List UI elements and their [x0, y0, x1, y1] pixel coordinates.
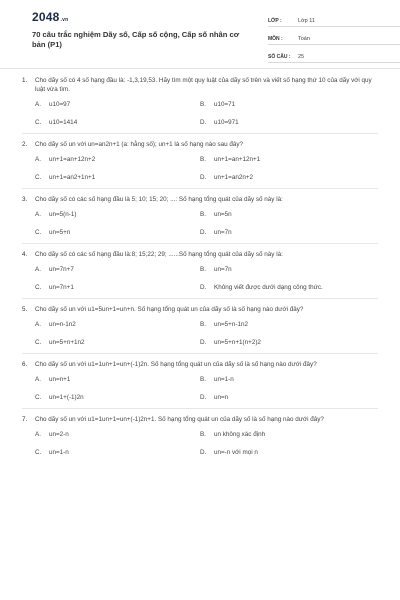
option-text: Không viết được dưới dạng công thức.	[214, 284, 323, 291]
question-number: 1.	[22, 77, 28, 84]
meta-row-subject	[268, 30, 400, 45]
option-letter: B.	[200, 376, 206, 383]
question-text: Cho dãy số un với u1=5un+1=un+n. Số hạng tổng quát un của dãy số là số hạng nào dưới đây?	[35, 306, 304, 313]
option-text: un=n-1n2	[49, 321, 76, 328]
option-text: un=5+n+1(n+2)2	[214, 339, 261, 346]
answer-option-c[interactable]	[22, 118, 200, 127]
option-letter: D.	[200, 174, 207, 181]
answer-option-d[interactable]	[200, 228, 378, 237]
question-item	[22, 353, 378, 408]
option-letter: C.	[35, 394, 42, 401]
option-letter: B.	[200, 321, 206, 328]
option-letter: D.	[200, 119, 207, 126]
logo-suffix: .vn	[60, 17, 69, 23]
option-text: u10=97	[49, 101, 71, 108]
option-letter: B.	[200, 266, 206, 273]
answer-option-a[interactable]	[22, 375, 200, 384]
option-text: un=5(n-1)	[49, 211, 77, 218]
question-number: 7.	[22, 416, 28, 423]
option-letter: B.	[200, 431, 206, 438]
answer-option-c[interactable]	[22, 393, 200, 402]
question-text: Cho dãy số un với u1=1un+1=un+(-1)2n. Số hạng tổng quát un của dãy số là số hạng nào dưới đây?	[35, 361, 317, 368]
question-list	[22, 76, 378, 463]
option-text: un+1=an2+1n+1	[49, 174, 96, 181]
question-text: Cho dãy số có các số hạng đầu là:8; 15;22; 29; ......Số hạng tổng quát của dãy số này là:	[35, 251, 283, 258]
option-letter: A.	[35, 376, 41, 383]
meta-label: MÔN :	[268, 36, 283, 42]
option-text: un không xác định	[214, 431, 266, 438]
option-text: un=7n+7	[49, 266, 74, 273]
option-letter: D.	[200, 394, 207, 401]
answer-option-a[interactable]	[22, 320, 200, 329]
answer-option-a[interactable]	[22, 155, 200, 164]
option-letter: C.	[35, 284, 42, 291]
meta-value: Lớp 11	[298, 18, 315, 24]
question-number: 5.	[22, 306, 28, 313]
option-text: un=5+n	[49, 229, 71, 236]
option-letter: C.	[35, 174, 42, 181]
answer-option-b[interactable]	[200, 430, 378, 439]
meta-row-count	[268, 48, 400, 63]
answer-option-b[interactable]	[200, 265, 378, 274]
option-letter: D.	[200, 229, 207, 236]
answer-option-d[interactable]	[200, 118, 378, 127]
question-text: Cho dãy số có các số hạng đầu là 5; 10; 15; 20; ...: Số hạng tổng quát của dãy số này là:	[35, 196, 283, 203]
meta-row-class	[268, 12, 400, 27]
answer-option-a[interactable]	[22, 265, 200, 274]
option-text: un=5+n-1n2	[214, 321, 248, 328]
answer-option-c[interactable]	[22, 283, 200, 292]
option-text: un=2-n	[49, 431, 69, 438]
option-text: un=1+(-1)2n	[49, 394, 84, 401]
answer-option-d[interactable]	[200, 448, 378, 457]
option-letter: C.	[35, 449, 42, 456]
option-letter: B.	[200, 101, 206, 108]
question-text: Cho dãy số un với u1=1un+1=un+(-1)2n+1. Số hạng tổng quát un của dãy số là số hạng nào dưới đây?	[35, 416, 324, 423]
answer-option-b[interactable]	[200, 375, 378, 384]
option-text: u10=971	[214, 119, 239, 126]
option-letter: A.	[35, 266, 41, 273]
option-text: un=n+1	[49, 376, 71, 383]
page-header	[16, 0, 384, 62]
meta-value: 25	[298, 54, 305, 60]
answer-option-c[interactable]	[22, 228, 200, 237]
option-letter: B.	[200, 211, 206, 218]
answer-option-c[interactable]	[22, 338, 200, 347]
option-text: un=7n	[214, 229, 232, 236]
option-letter: C.	[35, 339, 42, 346]
question-text: Cho dãy số có 4 số hạng đầu là: -1,3,19,53. Hãy tìm một quy luật của dãy số trên và viết số hạng thứ 10 của dãy với quy luật vừa tìm.	[35, 77, 372, 93]
meta-value: Toán	[298, 36, 310, 42]
option-letter: A.	[35, 431, 41, 438]
option-letter: D.	[200, 284, 207, 291]
option-letter: C.	[35, 119, 42, 126]
answer-option-c[interactable]	[22, 173, 200, 182]
option-text: un+1=an+12n+2	[49, 156, 96, 163]
question-number: 2.	[22, 141, 28, 148]
quiz-meta	[268, 12, 400, 66]
answer-option-b[interactable]	[200, 155, 378, 164]
answer-option-a[interactable]	[22, 430, 200, 439]
question-item	[22, 298, 378, 353]
question-text: Cho dãy số un với un=an2n+1 (a: hằng số); un+1 là số hạng nào sau đây?	[35, 141, 244, 148]
option-text: u10=71	[214, 101, 236, 108]
meta-label: SỐ CÂU :	[268, 54, 291, 60]
question-number: 6.	[22, 361, 28, 368]
logo-main: 2048	[32, 10, 60, 24]
meta-label: LỚP :	[268, 18, 282, 24]
option-letter: A.	[35, 156, 41, 163]
answer-option-b[interactable]	[200, 100, 378, 109]
option-text: un=7n+1	[49, 284, 74, 291]
option-letter: B.	[200, 156, 206, 163]
option-text: un=-n với mọi n	[214, 449, 258, 456]
option-text: un=1-n	[214, 376, 234, 383]
option-letter: D.	[200, 449, 207, 456]
answer-option-d[interactable]	[200, 393, 378, 402]
option-letter: D.	[200, 339, 207, 346]
option-letter: A.	[35, 211, 41, 218]
answer-option-b[interactable]	[200, 320, 378, 329]
question-item	[22, 243, 378, 298]
site-logo[interactable]	[32, 10, 68, 24]
option-letter: C.	[35, 229, 42, 236]
answer-option-a[interactable]	[22, 210, 200, 219]
option-text: un=1-n	[49, 449, 69, 456]
answer-option-d[interactable]	[200, 283, 378, 292]
question-item	[22, 408, 378, 463]
question-number: 4.	[22, 251, 28, 258]
question-item	[22, 188, 378, 243]
answer-option-c[interactable]	[22, 448, 200, 457]
question-number: 3.	[22, 196, 28, 203]
answer-option-d[interactable]	[200, 173, 378, 182]
option-text: un+1=an+12n+1	[214, 156, 261, 163]
page-title: 70 câu trắc nghiệm Dãy số, Cấp số cộng, Cấp số nhân cơ bản (P1)	[32, 30, 240, 49]
question-item	[22, 133, 378, 188]
option-letter: A.	[35, 101, 41, 108]
option-text: un=7n	[214, 266, 232, 273]
option-text: un=5+n+1n2	[49, 339, 85, 346]
option-text: u10=1414	[49, 119, 78, 126]
header-divider	[0, 68, 400, 69]
answer-option-b[interactable]	[200, 210, 378, 219]
option-text: un+1=an2n+2	[214, 174, 254, 181]
answer-option-a[interactable]	[22, 100, 200, 109]
option-text: un=5n	[214, 211, 232, 218]
option-letter: A.	[35, 321, 41, 328]
question-item	[22, 76, 378, 133]
option-text: un=n	[214, 394, 229, 401]
answer-option-d[interactable]	[200, 338, 378, 347]
